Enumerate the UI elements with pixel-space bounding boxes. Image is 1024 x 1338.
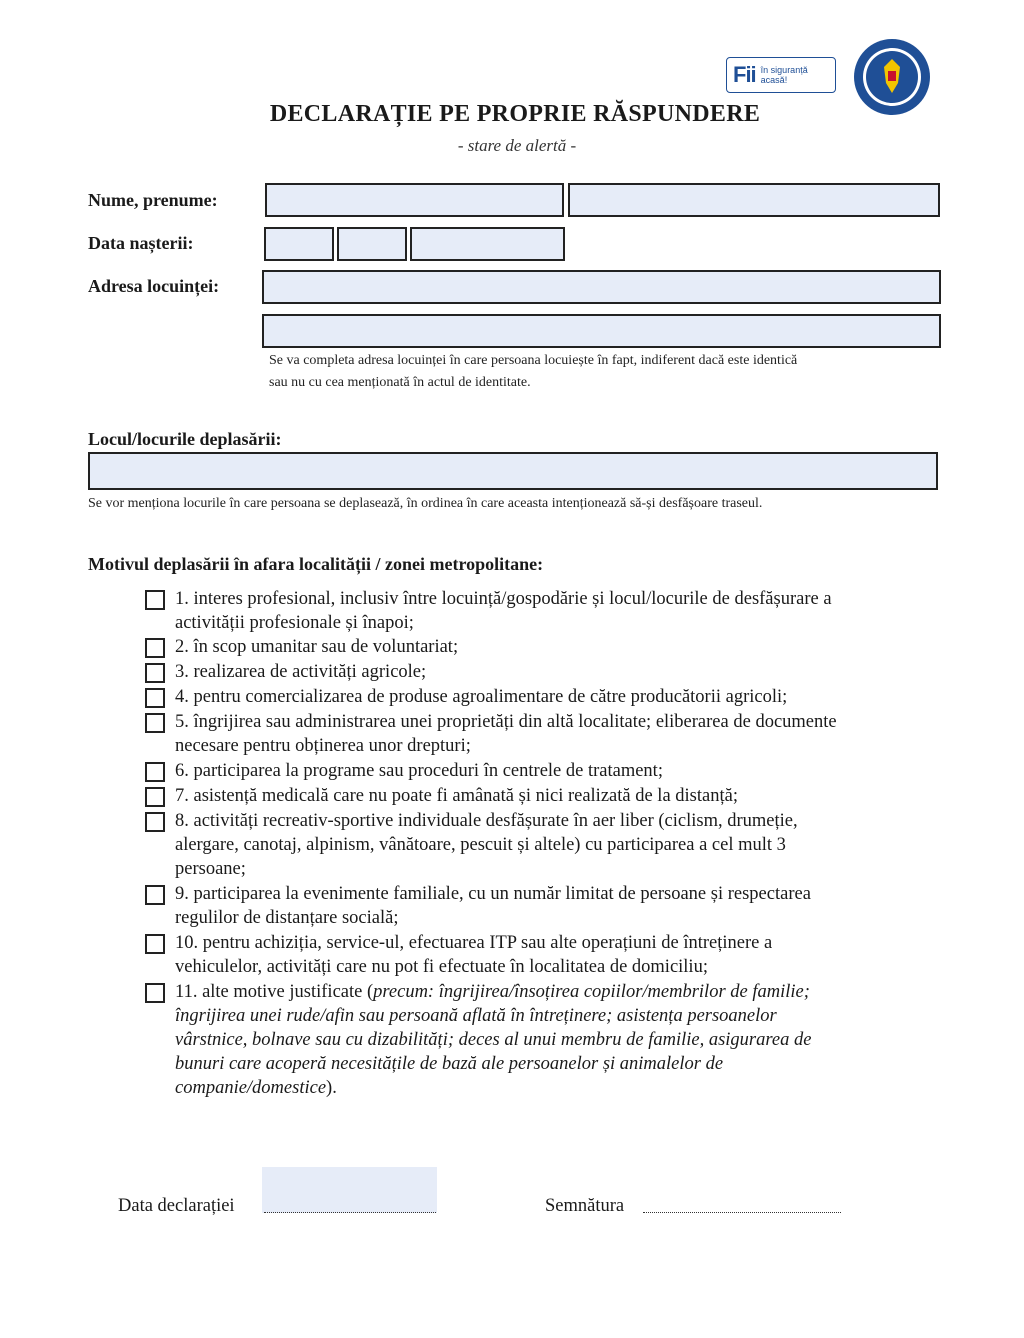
option-text: 5. îngrijirea sau administrarea unei proprietăți din altă localitate; eliberarea de documente (175, 712, 837, 732)
checkbox[interactable] (145, 983, 165, 1003)
option-text: 4. pentru comercializarea de produse agroalimentare de către producătorii agricoli; (175, 687, 788, 707)
option-text: ). (326, 1078, 337, 1098)
declaration-date-label: Data declarației (118, 1196, 235, 1216)
document-title: DECLARAȚIE PE PROPRIE RĂSPUNDERE (269, 101, 761, 127)
address-note-line2: sau nu cu cea menționată în actul de identitate. (269, 375, 531, 390)
last-name-field[interactable] (265, 183, 564, 217)
date-dotted-line (264, 1202, 436, 1213)
option-text: 2. în scop umanitar sau de voluntariat; (175, 637, 459, 657)
checkbox[interactable] (145, 663, 165, 683)
first-name-field[interactable] (568, 183, 940, 217)
address-field-line1[interactable] (262, 270, 941, 304)
checkbox[interactable] (145, 638, 165, 658)
address-label: Adresa locuinței: (88, 276, 220, 296)
option-text-italic: vârstnice, bolnave sau cu dizabilități; deces al unui membru de familie, asigurarea de (175, 1030, 812, 1050)
signature-label: Semnătura (545, 1196, 625, 1216)
option-text: 7. asistență medicală care nu poate fi amânată și nici realizată de la distanță; (175, 786, 738, 806)
option-text: vehiculelor, activități care nu pot fi efectuate în localitatea de domiciliu; (175, 957, 708, 977)
option-text-italic: îngrijirea unei rude/afin sau persoană aflată în întreținere; asistența persoanelor (175, 1006, 777, 1026)
signature-dotted-line[interactable] (643, 1202, 841, 1213)
places-note: Se vor menționa locurile în care persoana se deplasează, în ordinea în care aceasta intenționează să-și desfășoare traseul. (88, 496, 763, 511)
option-text: necesare pentru obținerea unor drepturi; (175, 736, 471, 756)
checkbox[interactable] (145, 885, 165, 905)
option-text: persoane; (175, 859, 246, 879)
option-text: 3. realizarea de activități agricole; (175, 662, 427, 682)
checkbox[interactable] (145, 812, 165, 832)
birth-month-field[interactable] (337, 227, 407, 261)
option-text: alergare, canotaj, alpinism, vânătoare, pescuit și altele) cu participarea a cel mult 3 (175, 835, 786, 855)
checkbox[interactable] (145, 934, 165, 954)
campaign-logo (726, 57, 836, 93)
checkbox[interactable] (145, 762, 165, 782)
checkbox[interactable] (145, 590, 165, 610)
option-text: 8. activități recreativ-sportive individuale desfășurate în aer liber (ciclism, drumeție, (175, 811, 798, 831)
option-text: 10. pentru achiziția, service-ul, efectuarea ITP sau alte operațiuni de întreținere a (175, 933, 773, 953)
option-text: 11. alte motive justificate ( (175, 982, 374, 1002)
address-field-line2[interactable] (262, 314, 941, 348)
document-subtitle: - stare de alertă - (457, 136, 577, 155)
reason-label: Motivul deplasării în afara localității / zonei metropolitane: (88, 554, 544, 574)
checkbox[interactable] (145, 787, 165, 807)
option-text-italic: bunuri care acoperă necesitățile de bază ale persoanelor și animalelor de (175, 1054, 724, 1074)
birth-day-field[interactable] (264, 227, 334, 261)
option-text-italic: precum: îngrijirea/însoțirea copiilor/membrilor de familie; (373, 982, 810, 1002)
logo-text-fii: Fii (733, 62, 756, 87)
option-text: 9. participarea la evenimente familiale, cu un număr limitat de persoane și respectarea (175, 884, 811, 904)
option-text: 6. participarea la programe sau proceduri în centrele de tratament; (175, 761, 663, 781)
address-note-line1: Se va completa adresa locuinței în care persoana locuiește în fapt, indiferent dacă este identică (269, 353, 798, 368)
birth-year-field[interactable] (410, 227, 565, 261)
option-text: 1. interes profesional, inclusiv între locuință/gospodărie și locul/locurile de desfășurare a (175, 589, 832, 609)
checkbox[interactable] (145, 713, 165, 733)
option-text: regulilor de distanțare socială; (175, 908, 399, 928)
checkbox[interactable] (145, 688, 165, 708)
places-field[interactable] (88, 452, 938, 490)
birth-date-label: Data nașterii: (88, 233, 194, 253)
option-text-italic: companie/domestice (175, 1078, 327, 1098)
option-text: activității profesionale și înapoi; (175, 613, 414, 633)
logo-text-slogan: în siguranță acasă! (760, 65, 808, 85)
places-label: Locul/locurile deplasării: (88, 429, 282, 449)
name-label: Nume, prenume: (88, 190, 218, 210)
